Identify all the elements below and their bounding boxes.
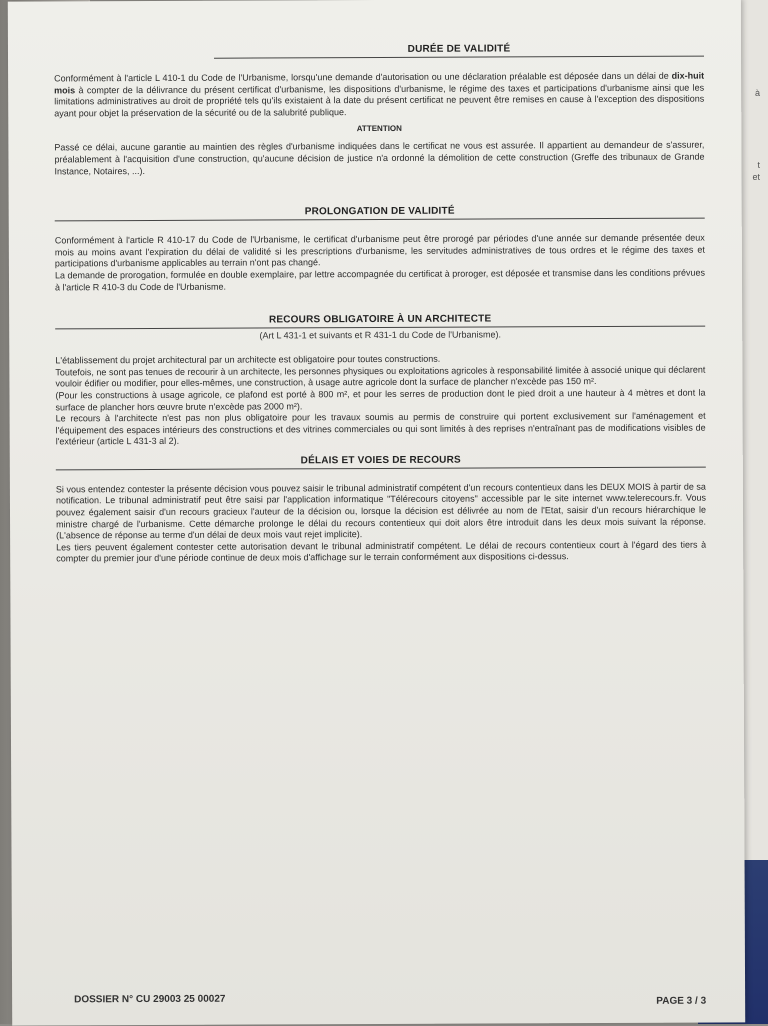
text-span: Conformément à l'article L 410-1 du Code de l'Urbanisme, lorsqu'une demande d'autorisation ou une déclaration préalable est déposée dans un délai de (54, 70, 672, 84)
paragraph-recours-3: (Pour les constructions à usage agricole, ce plafond est porté à 800 m², et pour les serres de production dont le pied droit a une hauteur à 4 mètres et dont la surface de plancher hors œuvre brute n'excède pas 2000 m²). (55, 387, 706, 412)
page-footer (74, 992, 707, 1007)
section-title-prolongation: PROLONGATION DE VALIDITÉ (55, 205, 705, 222)
edge-mark: t (757, 160, 760, 170)
section-title-recours: RECOURS OBLIGATOIRE À UN ARCHITECTE (55, 313, 705, 330)
attention-label: ATTENTION (356, 124, 402, 134)
document-page (8, 0, 745, 1026)
edge-mark: à (754, 88, 760, 98)
edge-mark: et (752, 172, 760, 182)
paragraph-duree-2: Passé ce délai, aucune garantie au maintien des règles d'urbanisme indiquées dans le certificat ne vous est assurée. Il appartient au demandeur de s'assurer, préalablement à l'acquisition d'une construction, qu'aucune décision de justice n'a ordonné la démolition de cette construction (Greffe des tribunaux de Grande Instance, Notaires, ...). (54, 139, 705, 176)
page-number: PAGE 3 / 3 (656, 995, 707, 1007)
document-content (54, 43, 706, 566)
dossier-number: DOSSIER N° CU 29003 25 00027 (74, 993, 226, 1006)
paragraph-delais-2: Les tiers peuvent également contester cette autorisation devant le tribunal administratif compétent. Le délai de recours contentieux court à l'égard des tiers à compter du premier jour d'une période continue de deux mois d'affichage sur le terrain conformément aux dispositions ci-dessus. (56, 539, 707, 564)
paragraph-duree-1 (54, 71, 704, 120)
section-title-delais: DÉLAIS ET VOIES DE RECOURS (56, 453, 706, 470)
paragraph-recours-1: L'établissement du projet architectural par un architecte est obligatoire pour toutes constructions. (55, 353, 441, 366)
bold-text: dix-huit mois (54, 70, 705, 95)
section-title-duree: DURÉE DE VALIDITÉ (214, 43, 704, 59)
section-subtitle-recours: (Art L 431-1 et suivants et R 431-1 du Code de l'Urbanisme). (259, 329, 501, 341)
text-span: à compter de la délivrance du présent certificat d'urbanisme, les dispositions d'urbanisme, le régime des taxes et participations d'urbanisme ainsi que les limitations administratives au droit de propriété tels qu'ils existaient à la date du présent certificat ne peuvent être remises en cause à l'exception des dispositions ayant pour objet la préservation de la sécurité ou de la salubrité publique. (54, 82, 705, 119)
paragraph-recours-2: Toutefois, ne sont pas tenues de recourir à un architecte, les personnes physiques ou exploitations agricoles à responsabilité limitée à associé unique qui déclarent vouloir édifier ou modifier, pour elles-mêmes, une construction, à usage autre agricole dont la surface de plancher n'excède pas 150 m². (55, 364, 706, 389)
paragraph-prolongation-2: La demande de prorogation, formulée en double exemplaire, par lettre accompagnée du certificat à proroger, est déposée et transmise dans les conditions prévues à l'article R 410-3 du Code de l'Urbanisme. (54, 267, 705, 292)
paragraph-recours-4: Le recours à l'architecte n'est pas non plus obligatoire pour les travaux soumis au permis de construire qui portent exclusivement sur l'aménagement et l'équipement des espaces intérieurs des constructions et des vitrines commerciales ou qui sont limités à des reprises n'entraînant pas de modifications visibles de l'extérieur (article L 431-3 al 2). (55, 410, 706, 447)
paragraph-prolongation-1: Conformément à l'article R 410-17 du Code de l'Urbanisme, le certificat d'urbanisme peut être prorogé par périodes d'une année sur demande présentée deux mois au moins avant l'expiration du délai de validité si les prescriptions d'urbanisme, les servitudes administratives de tous ordres et le régime des taxes et participations d'urbanisme applicables au terrain n'ont pas changé. (54, 232, 705, 269)
paragraph-delais-1: Si vous entendez contester la présente décision vous pouvez saisir le tribunal administratif compétent d'un recours contentieux dans les DEUX MOIS à partir de sa notification. Le tribunal administratif peut être saisi par l'application informatique "Télérecours citoyens" accessible par le site internet www.telerecours.fr. Vous pouvez également saisir d'un recours gracieux l'auteur de la décision ou, lorsque la décision est délivrée au nom de l'Etat, saisir d'un recours hiérarchique le ministre chargé de l'urbanisme. Cette démarche prolonge le délai du recours contentieux qui doit alors être introduit dans les deux mois suivant la réponse. (L'absence de réponse au terme d'un délai de deux mois vaut rejet implicite). (55, 481, 707, 541)
